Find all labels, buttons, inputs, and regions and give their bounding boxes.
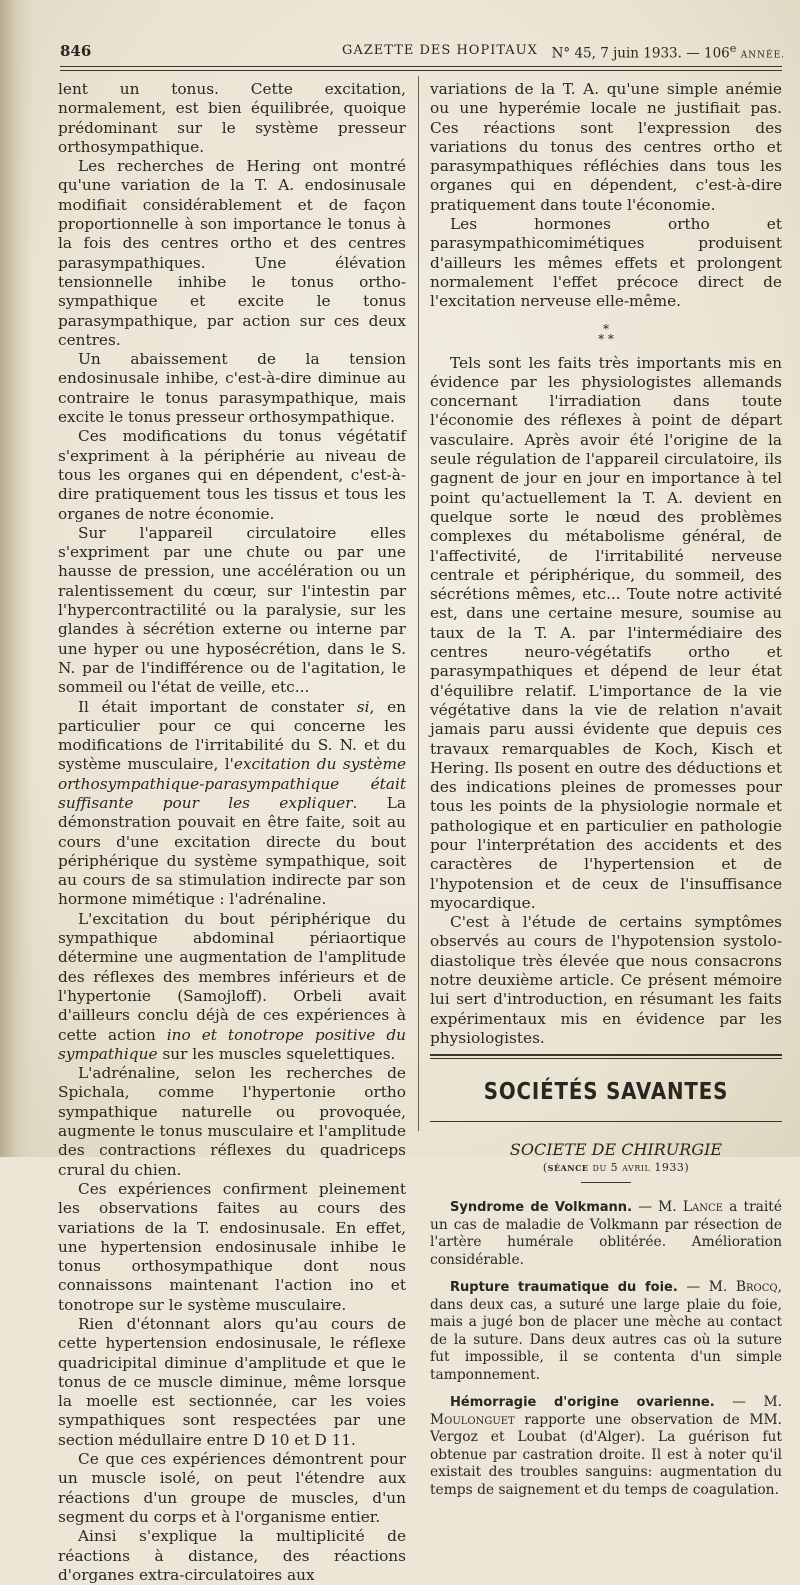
paragraph: variations de la T. A. qu'une simple anémie ou une hyperémie locale ne justifiait pas. Ces réactions sont l'expression des variations du tonus des centres ortho et parasympathiques réfléchies dans tous les organes qui en dépendent, c'est-à-dire pratiquement dans toute l'économie. (430, 80, 782, 214)
society-name: SOCIETE DE CHIRURGIE (509, 1140, 723, 1160)
report-item (430, 1199, 782, 1269)
paragraph: Les hormones ortho et parasympathicomimétiques produisent d'ailleurs les mêmes effets et prolongent normalement l'effet précoce direct de l'excitation nerveuse elle-même. (430, 215, 782, 311)
paragraph: Rien d'étonnant alors qu'au cours de cette hypertension endosinusale, le réflexe quadricipital diminue d'amplitude et que le tonus de ce muscle diminue, même lorsque la moelle est sectionnée, car les voies sympathiques sont respectées par une section médullaire entre D 10 et D 11. (58, 1315, 406, 1449)
issue-suffix: ANNÉE. (740, 50, 785, 61)
text-run: — M. (677, 1279, 736, 1296)
paragraph: C'est à l'étude de certains symptômes observés au cours de l'hypotension systolo-diastolique très élevée que nous consacrons notre deuxième article. Ce présent mémoire lui sert d'introduction, en résumant les faits expérimentaux mis en évidence par les physiologistes. (430, 913, 782, 1047)
left-column (58, 80, 406, 1585)
journal-title: GAZETTE DES HOPITAUX (342, 43, 538, 58)
header-rule-bottom (60, 70, 782, 71)
section-rule (430, 1058, 782, 1059)
item-text: rapporte une observation de MM. Vergoz et Loubat (d'Alger). La guérison fut obtenue par castration droite. Il est à noter qu'il existait des troubles sanguins: augmentation du temps de saignement et du temps de coagulation. (430, 1411, 782, 1498)
issue-info (552, 42, 785, 62)
italic-run: si (356, 697, 370, 716)
section-rule (430, 1121, 782, 1122)
item-title: Rupture traumatique du foie. (450, 1280, 678, 1296)
item-text: a traité un cas de maladie de Volkmann par résection de l'artère humérale oblitérée. Amélioration considérable. (430, 1199, 783, 1268)
paragraph: Ces modifications du tonus végétatif s'expriment à la périphérie au niveau de tous les organes qui en dépendent, c'est-à-dire pratiquement tous les tissus et tous les organes de notre économie. (58, 427, 406, 523)
paragraph (58, 910, 406, 1064)
italic-run: excitation du système orthosympathique-parasympathique était suffisante pour les expliquer (58, 755, 406, 812)
paragraph: Ces expériences confirment pleinement les observations faites au cours des variations de la T. endosinusale. En effet, une hypertension endosinusale inhibe le tonus orthosympathique dont nous connaissons maintenant l'action ino et tonotrope sur le système musculaire. (58, 1179, 406, 1314)
paragraph: Ce que ces expériences démontrent pour un muscle isolé, on peut l'étendre aux réactions d'un groupe de muscles, d'un segment du corps et à l'organisme entier. (58, 1450, 406, 1526)
text-run: — M. (714, 1394, 782, 1411)
text-run: — M. (632, 1199, 683, 1216)
text-run: . La démonstration pouvait en être faite, soit au cours d'une excitation directe du bout périphérique du système sympathique, soit au cours de sa stimulation indirecte par son hormone mimétique : l'adrénaline. (58, 793, 406, 909)
right-column (430, 80, 782, 1509)
text-run: du 5 avril 1933) (588, 1161, 690, 1175)
page-number: 846 (60, 42, 92, 60)
star-bottom: * * (598, 331, 614, 346)
issue-sup: e (729, 42, 737, 55)
paragraph: Les recherches de Hering ont montré qu'une variation de la T. A. endosinusale modifiait considérablement et de façon proportionnelle à son importance le tonus à la fois des centres ortho et des centres parasympathiques. Une élévation tensionnelle inhibe le tonus ortho-sympathique et excite le tonus parasympathique, par action sur ces deux centres. (58, 157, 406, 349)
section-rule (430, 1054, 782, 1056)
text-run: Il était important de constater (78, 697, 357, 716)
header-rule-top (60, 66, 782, 67)
paragraph: Ainsi s'explique la multiplicité de réactions à distance, des réactions d'organes extra-circulatoires aux (58, 1527, 406, 1584)
short-rule (581, 1182, 631, 1183)
item-author: Lance (682, 1199, 723, 1216)
paragraph: Un abaissement de la tension endosinusale inhibe, c'est-à-dire diminue au contraire le tonus parasympathique, mais excite le tonus presseur orthosympathique. (58, 350, 406, 427)
text-run: sur les muscles squelettiques. (157, 1044, 396, 1063)
italic-run: ino et tonotrope positive du sympathique (58, 1025, 406, 1063)
paragraph: Sur l'appareil circulatoire elles s'expriment par une chute ou par une hausse de pression, une accélération ou un ralentissement du cœur, sur l'intestin par l'hypercontractilité ou la paralysie, sur les glandes à sécrétion externe ou interne par une hyper ou une hyposécrétion, dans le S. N. par de l'indifférence ou de l'agitation, le sommeil ou l'état de veille, etc... (58, 523, 406, 697)
item-text: , dans deux cas, a suturé une large plaie du foie, mais a jugé bon de placer une mèche au contact de la suture. Dans deux autres cas où la suture fut impossible, il se contenta d'un simple tamponnement. (430, 1279, 782, 1383)
item-author: Moulonguet (430, 1411, 515, 1428)
text-run: L'excitation du bout périphérique du sympathique abdominal périaortique détermine une augmentation de l'amplitude des réflexes des membres inférieurs et de l'hypertonie (Samojloff). Orbeli avait d'ailleurs conclu déjà de ces expériences à cette action (58, 909, 406, 1044)
report-item (430, 1279, 782, 1384)
text-run: , en particulier pour ce qui concerne les modifications de l'irritabilité du S. N. et du système musculaire, l' (58, 697, 406, 774)
paragraph: L'adrénaline, selon les recherches de Spichala, comme l'hypertonie ortho sympathique naturelle ou provoquée, augmente le tonus musculaire et l'amplitude des contractions réflexes du quadriceps crural du chien. (58, 1064, 406, 1179)
item-author: Brocq (735, 1279, 778, 1296)
item-title: Syndrome de Volkmann. (450, 1200, 633, 1216)
column-divider (418, 76, 419, 1131)
paragraph: lent un tonus. Cette excitation, normalement, est bien équilibrée, quoique prédominant sur le système presseur orthosympathique. (58, 80, 406, 156)
item-title: Hémorragie d'origine ovarienne. (450, 1395, 715, 1411)
text-run: séance (547, 1161, 589, 1175)
session-date (430, 1160, 782, 1176)
section-separator (430, 321, 782, 346)
paragraph (58, 698, 406, 910)
text-run: ( (542, 1161, 548, 1175)
report-item (430, 1394, 782, 1499)
paragraph: Tels sont les faits très importants mis en évidence par les physiologistes allemands concernant l'irradiation dans toute l'économie des réflexes à point de départ vasculaire. Après avoir été l'origine de la seule régulation de l'appareil circulatoire, ils gagnent de jour en jour en importance à tel point qu'actuellement la T. A. devient en quelque sorte le nœud des problèmes complexes du métabolisme général, de l'affectivité, de l'irritabilité nerveuse centrale et périphérique, du sommeil, des sécrétions mêmes, etc... Toute notre activité est, dans une certaine mesure, soumise au taux de la T. A. par l'intermédiaire des centres neuro-végétatifs ortho et parasympathiques et dépend de leur état d'équilibre relatif. L'importance de la vie végétative dans la vie de relation n'avait jamais paru aussi évidente que depuis ces travaux remarquables de Koch, Kisch et Hering. Ils posent en outre des déductions et des indications pleines de promesses pour tous les points de la physiologie normale et pathologique et en particulier en pathologie pour l'interprétation des accidents et des caractères de l'hypertension et de l'hypotension et de ceux de l'insuffisance myocardique. (430, 353, 782, 912)
running-header (60, 40, 785, 62)
issue-date: N° 45, 7 juin 1933. — 106 (551, 45, 730, 62)
star-top: * (603, 321, 609, 336)
section-title: SOCIÉTÉS SAVANTES (483, 1079, 729, 1106)
